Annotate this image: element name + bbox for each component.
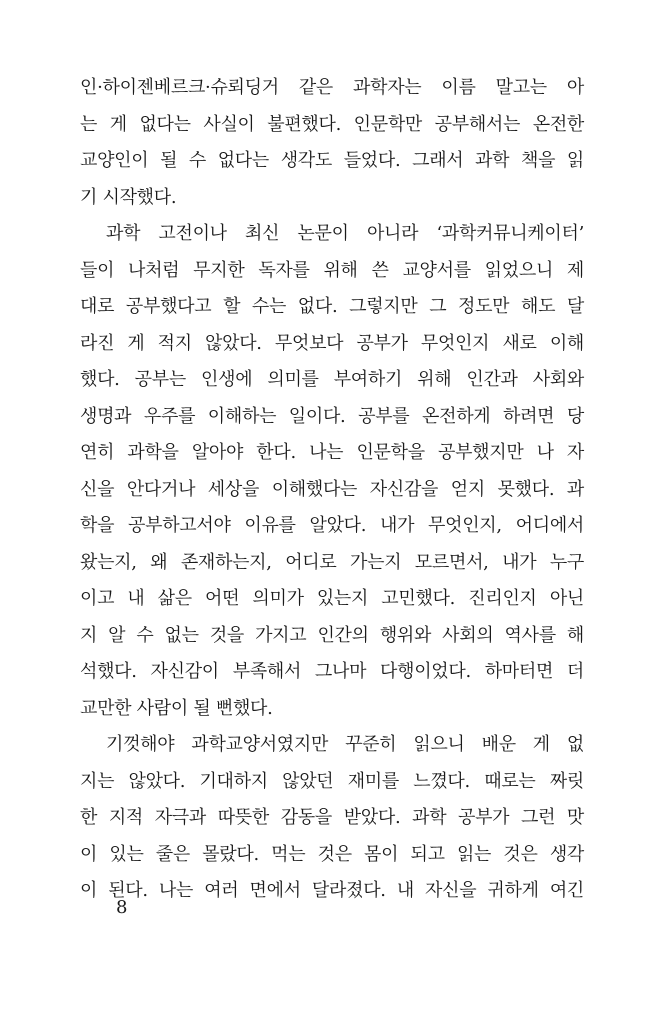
text-line: 기 시작했다. [80,186,177,208]
text-line: 라진 게 적지 않았다. 무엇보다 공부가 무엇인지 새로 이해 [80,332,584,354]
text-line: 들이 나처럼 무지한 독자를 위해 쓴 교양서를 읽었으니 제 [80,259,584,281]
text-line: 생명과 우주를 이해하는 일이다. 공부를 온전하게 하려면 당 [80,405,584,427]
text-line: 대로 공부했다고 할 수는 없다. 그렇지만 그 정도만 해도 달 [80,296,584,317]
text-line: 인·하이젠베르크·슈뢰딩거 같은 과학자는 이름 말고는 아 [80,77,584,98]
text-line: 이 된다. 나는 여러 면에서 달라졌다. 내 자신을 귀하게 여긴 [80,880,584,901]
text-line: 왔는지, 왜 존재하는지, 어디로 가는지 모르면서, 내가 누구 [80,551,584,573]
text-line: 했다. 공부는 인생에 의미를 부여하기 위해 인간과 사회와 [80,369,584,390]
text-line: 한 지적 자극과 따뜻한 감동을 받았다. 과학 공부가 그런 맛 [80,807,584,828]
text-line: 교만한 사람이 될 뻔했다. [80,697,273,719]
text-line: 연히 과학을 알아야 한다. 나는 인문학을 공부했지만 나 자 [80,442,584,463]
page-number: 8 [116,897,128,918]
text-line: 지 알 수 없는 것을 가지고 인간의 행위와 사회의 역사를 해 [80,624,584,646]
text-line: 이고 내 삶은 어떤 의미가 있는지 고민했다. 진리인지 아닌 [80,588,584,609]
text-line: 과학 고전이나 최신 논문이 아니라 ‘과학커뮤니케이터’ [106,223,584,244]
text-line: 학을 공부하고서야 이유를 알았다. 내가 무엇인지, 어디에서 [80,515,584,536]
text-line: 기껏해야 과학교양서였지만 꾸준히 읽으니 배운 게 없 [106,734,584,755]
text-line: 는 게 없다는 사실이 불편했다. 인문학만 공부해서는 온전한 [80,113,584,135]
body-text [80,70,584,910]
text-line: 신을 안다거나 세상을 이해했다는 자신감을 얻지 못했다. 과 [80,478,584,500]
text-line: 석했다. 자신감이 부족해서 그나마 다행이었다. 하마터면 더 [80,661,584,682]
text-line: 이 있는 줄은 몰랐다. 먹는 것은 몸이 되고 읽는 것은 생각 [80,843,584,865]
text-line: 교양인이 될 수 없다는 생각도 들었다. 그래서 과학 책을 읽 [80,150,584,171]
text-line: 지는 않았다. 기대하지 않았던 재미를 느꼈다. 때로는 짜릿 [80,770,584,792]
